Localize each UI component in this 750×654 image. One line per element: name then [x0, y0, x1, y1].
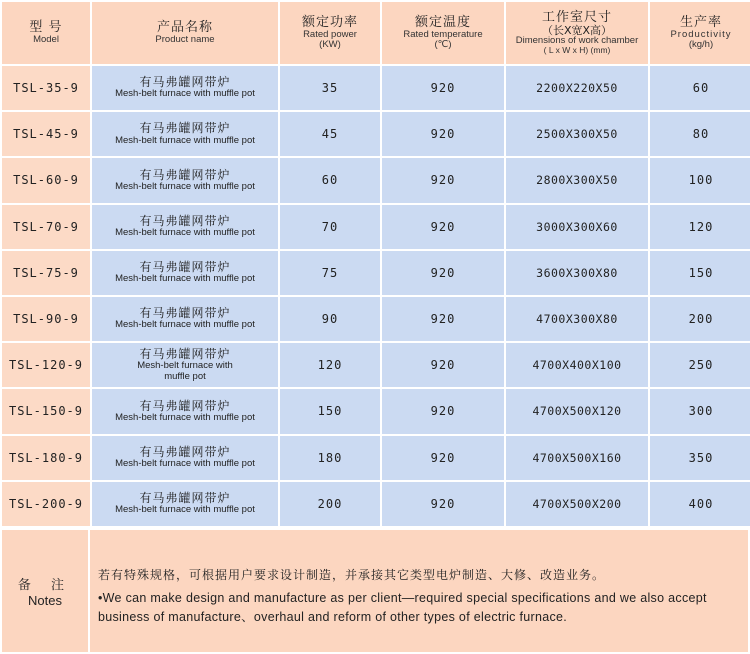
- table-body: [2, 66, 750, 526]
- header-productivity-zh: 生产率: [679, 15, 722, 31]
- product-name-en: Mesh-belt furnace with muffle pot: [115, 180, 255, 192]
- product-name-en: Mesh-belt furnace with muffle pot: [115, 227, 255, 239]
- cell-rated-power: 90: [280, 297, 380, 341]
- header-rated-power-zh: 额定功率: [301, 15, 358, 31]
- product-name-en: Mesh-belt furnace with muffle pot: [115, 134, 255, 146]
- cell-model: TSL-150-9: [2, 389, 90, 433]
- notes-body: [90, 530, 748, 652]
- table-row: [2, 66, 750, 110]
- cell-model: TSL-70-9: [2, 205, 90, 249]
- header-model: [2, 2, 90, 64]
- header-product-name-en: Product name: [155, 33, 215, 45]
- cell-product-name: [92, 482, 278, 526]
- product-name-zh: 有马弗罐网带炉: [139, 213, 231, 228]
- table-row: [2, 205, 750, 249]
- cell-product-name: [92, 389, 278, 433]
- cell-rated-temperature: 920: [382, 112, 504, 156]
- header-rated-temperature-en: Rated temperature: [403, 28, 483, 40]
- cell-dimensions: 2500X300X50: [506, 112, 648, 156]
- cell-product-name: [92, 343, 278, 387]
- product-name-zh: 有马弗罐网带炉: [139, 306, 231, 321]
- table-row: [2, 482, 750, 526]
- table-row: [2, 251, 750, 295]
- product-name-zh: 有马弗罐网带炉: [139, 75, 231, 90]
- cell-productivity: 150: [650, 251, 750, 295]
- cell-product-name: [92, 112, 278, 156]
- cell-rated-temperature: 920: [382, 205, 504, 249]
- table-row: [2, 297, 750, 341]
- product-name-zh: 有马弗罐网带炉: [139, 347, 231, 362]
- cell-productivity: 60: [650, 66, 750, 110]
- cell-rated-power: 180: [280, 436, 380, 480]
- product-name-en: Mesh-belt furnace with muffle pot: [115, 273, 255, 285]
- cell-dimensions: 2800X300X50: [506, 158, 648, 202]
- cell-product-name: [92, 297, 278, 341]
- header-dimensions-en: Dimensions of work chamber: [515, 35, 639, 47]
- header-dimensions-zh: 工作室尺寸: [541, 9, 612, 25]
- cell-rated-temperature: 920: [382, 436, 504, 480]
- cell-productivity: 350: [650, 436, 750, 480]
- cell-productivity: 400: [650, 482, 750, 526]
- notes-label-zh: 备 注: [17, 578, 73, 593]
- cell-rated-temperature: 920: [382, 389, 504, 433]
- cell-model: TSL-120-9: [2, 343, 90, 387]
- cell-model: TSL-200-9: [2, 482, 90, 526]
- cell-rated-temperature: 920: [382, 158, 504, 202]
- cell-productivity: 100: [650, 158, 750, 202]
- cell-rated-power: 70: [280, 205, 380, 249]
- header-productivity: [650, 2, 750, 64]
- cell-model: TSL-90-9: [2, 297, 90, 341]
- cell-dimensions: 4700X300X80: [506, 297, 648, 341]
- cell-dimensions: 4700X500X120: [506, 389, 648, 433]
- product-name-en: Mesh-belt furnace with muffle pot: [115, 411, 255, 423]
- cell-product-name: [92, 251, 278, 295]
- cell-rated-temperature: 920: [382, 297, 504, 341]
- cell-rated-power: 120: [280, 343, 380, 387]
- cell-rated-temperature: 920: [382, 66, 504, 110]
- header-model-zh: 型 号: [29, 20, 63, 36]
- cell-model: TSL-35-9: [2, 66, 90, 110]
- cell-productivity: 200: [650, 297, 750, 341]
- cell-dimensions: 3600X300X80: [506, 251, 648, 295]
- cell-rated-temperature: 920: [382, 251, 504, 295]
- table-row: [2, 112, 750, 156]
- header-dimensions-zh-sub: （长X宽X高）: [541, 23, 613, 37]
- cell-productivity: 300: [650, 389, 750, 433]
- cell-model: TSL-45-9: [2, 112, 90, 156]
- header-productivity-unit: (kg/h): [688, 38, 714, 50]
- cell-rated-temperature: 920: [382, 482, 504, 526]
- cell-rated-power: 75: [280, 251, 380, 295]
- product-name-zh: 有马弗罐网带炉: [139, 167, 231, 182]
- header-row: [2, 2, 750, 64]
- cell-dimensions: 4700X400X100: [506, 343, 648, 387]
- cell-rated-power: 45: [280, 112, 380, 156]
- cell-rated-power: 200: [280, 482, 380, 526]
- cell-dimensions: 4700X500X160: [506, 436, 648, 480]
- product-name-zh: 有马弗罐网带炉: [139, 491, 231, 506]
- product-name-zh: 有马弗罐网带炉: [139, 121, 231, 136]
- product-name-en: Mesh-belt furnace with muffle pot: [115, 504, 255, 516]
- cell-product-name: [92, 436, 278, 480]
- notes-label-en: Notes: [28, 593, 62, 608]
- product-name-en: Mesh-belt furnace with muffle pot: [115, 88, 255, 100]
- product-name-en: Mesh-belt furnace with muffle pot: [115, 457, 255, 469]
- header-rated-temperature: [382, 2, 504, 64]
- header-rated-power: [280, 2, 380, 64]
- header-product-name: [92, 2, 278, 64]
- header-productivity-en: Productivity: [670, 28, 732, 40]
- notes-section: [0, 530, 750, 654]
- product-name-en: Mesh-belt furnace with: [137, 360, 233, 372]
- notes-text-en: •We can make design and manufacture as per client—required special specifications and we also accept business of manufacture、overhaul and reform of other types of electric furnace.: [98, 591, 707, 624]
- cell-productivity: 250: [650, 343, 750, 387]
- header-rated-temperature-zh: 额定温度: [414, 15, 471, 31]
- cell-model: TSL-75-9: [2, 251, 90, 295]
- table-row: [2, 343, 750, 387]
- cell-rated-power: 150: [280, 389, 380, 433]
- cell-rated-temperature: 920: [382, 343, 504, 387]
- notes-label: [2, 530, 88, 652]
- header-rated-power-unit: (KW): [319, 38, 341, 50]
- header-model-en: Model: [33, 33, 59, 45]
- header-dimensions-unit: ( L x W x H) (mm): [543, 45, 611, 56]
- product-name-zh: 有马弗罐网带炉: [139, 398, 231, 413]
- cell-productivity: 80: [650, 112, 750, 156]
- header-product-name-zh: 产品名称: [156, 20, 213, 36]
- header-dimensions: [506, 2, 648, 64]
- product-name-zh: 有马弗罐网带炉: [139, 444, 231, 459]
- header-rated-power-en: Rated power: [303, 28, 357, 40]
- cell-model: TSL-60-9: [2, 158, 90, 202]
- cell-product-name: [92, 205, 278, 249]
- cell-product-name: [92, 158, 278, 202]
- cell-rated-power: 35: [280, 66, 380, 110]
- cell-rated-power: 60: [280, 158, 380, 202]
- cell-productivity: 120: [650, 205, 750, 249]
- product-name-en: Mesh-belt furnace with muffle pot: [115, 319, 255, 331]
- product-name-zh: 有马弗罐网带炉: [139, 260, 231, 275]
- notes-text-zh: 若有特殊规格，可根据用户要求设计制造，并承接其它类型电炉制造、大修、改造业务。: [98, 568, 606, 582]
- table-row: [2, 436, 750, 480]
- cell-dimensions: 3000X300X60: [506, 205, 648, 249]
- product-name-en-line2: muffle pot: [164, 370, 206, 382]
- table-row: [2, 158, 750, 202]
- cell-model: TSL-180-9: [2, 436, 90, 480]
- cell-dimensions: 2200X220X50: [506, 66, 648, 110]
- header-rated-temperature-unit: (℃): [434, 38, 452, 50]
- table-row: [2, 389, 750, 433]
- cell-product-name: [92, 66, 278, 110]
- cell-dimensions: 4700X500X200: [506, 482, 648, 526]
